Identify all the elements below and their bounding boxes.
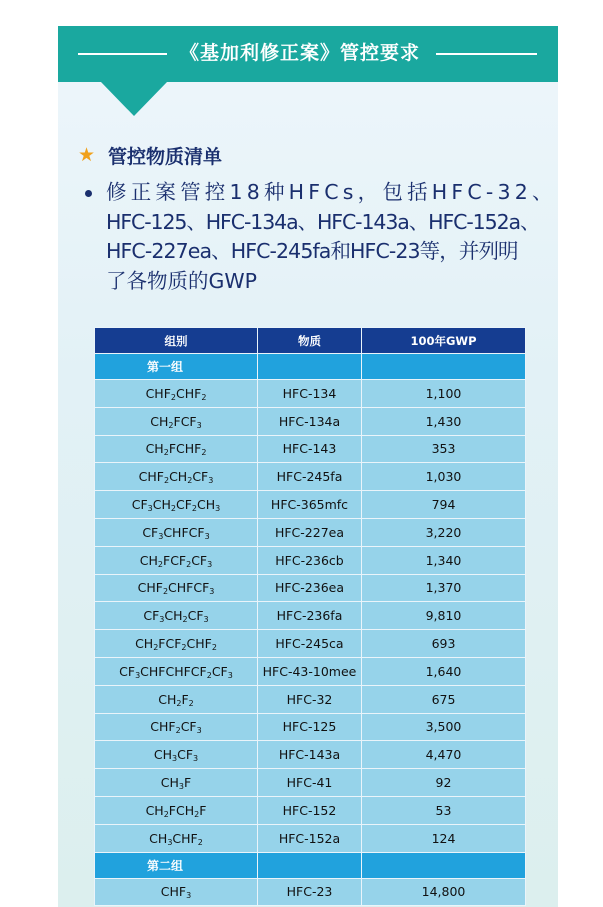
formula-text: CHF bbox=[137, 580, 163, 596]
formula-subscript: 3 bbox=[215, 504, 221, 514]
group-name: 第二组 bbox=[95, 853, 257, 878]
formula-text: FCF bbox=[158, 636, 182, 652]
formula-text: CH bbox=[158, 691, 177, 707]
table-row bbox=[95, 519, 525, 546]
bullet-line: HFC-227ea、HFC-245fa和HFC-23等，并列明 bbox=[106, 239, 518, 263]
formula-subscript: 2 bbox=[191, 504, 198, 514]
bullet-line: 了各物质的GWP bbox=[106, 268, 258, 293]
substance-cell: HFC-236cb bbox=[258, 547, 361, 574]
formula-cell bbox=[95, 825, 257, 852]
formula-subscript: 2 bbox=[170, 392, 176, 402]
formula-text: CF bbox=[187, 608, 204, 624]
group-empty-cell bbox=[362, 354, 525, 379]
formula-subscript: 3 bbox=[227, 670, 233, 680]
formula-subscript: 2 bbox=[201, 392, 207, 402]
formula-text: CH bbox=[139, 552, 158, 568]
formula-subscript: 2 bbox=[168, 420, 174, 430]
formula-cell bbox=[95, 630, 257, 657]
table-header-row bbox=[95, 328, 525, 353]
formula-text: CH bbox=[150, 413, 169, 429]
formula-text: CF bbox=[143, 608, 160, 624]
formula-subscript: 2 bbox=[197, 837, 203, 847]
formula-text: CHF bbox=[150, 719, 176, 735]
formula-subscript: 3 bbox=[186, 891, 192, 901]
formula-subscript: 2 bbox=[163, 476, 170, 486]
table-row bbox=[95, 602, 525, 629]
table-row bbox=[95, 686, 525, 713]
formula-subscript: 2 bbox=[153, 643, 159, 653]
formula-text: CF bbox=[180, 719, 197, 735]
table-row bbox=[95, 879, 525, 906]
formula-cell bbox=[95, 463, 257, 490]
formula-text: CF bbox=[211, 663, 228, 679]
formula-subscript: 2 bbox=[188, 698, 194, 708]
gwp-cell: 1,370 bbox=[362, 575, 525, 602]
formula-text: CF bbox=[191, 552, 208, 568]
bullet-line: 修正案管控18种HFCs，包括HFC-32、 bbox=[106, 180, 557, 204]
gwp-cell: 693 bbox=[362, 630, 525, 657]
formula-cell bbox=[95, 769, 257, 796]
formula-text: CF bbox=[177, 747, 194, 763]
column-header-group: 组别 bbox=[95, 328, 257, 353]
substance-cell: HFC-152 bbox=[258, 797, 361, 824]
formula-text: F bbox=[199, 802, 207, 818]
formula-subscript: 3 bbox=[204, 531, 210, 541]
formula-text: CH bbox=[160, 775, 179, 791]
group-row bbox=[95, 853, 525, 878]
gwp-cell: 92 bbox=[362, 769, 525, 796]
bullet-line: HFC-125、HFC-134a、HFC-143a、HFC-152a、 bbox=[106, 209, 540, 234]
table-row bbox=[95, 463, 525, 490]
group-name: 第一组 bbox=[95, 354, 257, 379]
formula-text: F bbox=[181, 691, 189, 707]
formula-subscript: 3 bbox=[207, 559, 213, 569]
gwp-cell: 14,800 bbox=[362, 879, 525, 906]
formula-subscript: 2 bbox=[211, 643, 217, 653]
formula-text: CH bbox=[164, 608, 183, 624]
substance-cell: HFC-23 bbox=[258, 879, 361, 906]
formula-subscript: 3 bbox=[167, 837, 173, 847]
gwp-cell: 353 bbox=[362, 436, 525, 463]
formula-cell bbox=[95, 741, 257, 768]
gwp-cell: 53 bbox=[362, 797, 525, 824]
formula-text: CF bbox=[119, 663, 136, 679]
formula-subscript: 3 bbox=[135, 670, 141, 680]
formula-text: FCHF bbox=[168, 441, 202, 457]
substance-cell: HFC-245ca bbox=[258, 630, 361, 657]
formula-cell bbox=[95, 491, 257, 518]
formula-subscript: 2 bbox=[186, 559, 192, 569]
formula-subscript: 2 bbox=[182, 615, 188, 625]
formula-text: CH bbox=[152, 497, 171, 513]
table-row bbox=[95, 575, 525, 602]
gwp-cell: 1,340 bbox=[362, 547, 525, 574]
substance-cell: HFC-134 bbox=[258, 380, 361, 407]
table-row bbox=[95, 658, 525, 685]
table-row bbox=[95, 797, 525, 824]
formula-subscript: 3 bbox=[196, 726, 202, 736]
formula-text: FCH bbox=[168, 802, 195, 818]
table-row bbox=[95, 741, 525, 768]
formula-subscript: 2 bbox=[206, 670, 212, 680]
formula-subscript: 3 bbox=[193, 754, 199, 764]
gwp-cell: 794 bbox=[362, 491, 525, 518]
column-header-substance: 物质 bbox=[258, 328, 361, 353]
gwp-table bbox=[94, 327, 526, 906]
formula-subscript: 3 bbox=[172, 754, 178, 764]
formula-subscript: 2 bbox=[176, 698, 182, 708]
formula-cell bbox=[95, 602, 257, 629]
group-empty-cell bbox=[258, 354, 361, 379]
formula-subscript: 2 bbox=[181, 643, 187, 653]
table-row bbox=[95, 630, 525, 657]
formula-cell bbox=[95, 575, 257, 602]
table-row bbox=[95, 408, 525, 435]
table-row bbox=[95, 436, 525, 463]
formula-text: CHF bbox=[138, 469, 164, 485]
formula-text: CF bbox=[176, 497, 192, 513]
gwp-cell: 3,220 bbox=[362, 519, 525, 546]
gwp-cell: 9,810 bbox=[362, 602, 525, 629]
section-title: 管控物质清单 bbox=[108, 145, 223, 168]
gwp-cell: 1,100 bbox=[362, 380, 525, 407]
table-row bbox=[95, 380, 525, 407]
substance-cell: HFC-365mfc bbox=[258, 491, 361, 518]
gwp-cell: 1,640 bbox=[362, 658, 525, 685]
gwp-cell: 4,470 bbox=[362, 741, 525, 768]
formula-text: CH bbox=[149, 830, 168, 846]
substance-cell: HFC-41 bbox=[258, 769, 361, 796]
banner-right-line bbox=[436, 53, 537, 55]
substance-cell: HFC-245fa bbox=[258, 463, 361, 490]
formula-subscript: 2 bbox=[187, 476, 193, 486]
formula-text: CHF bbox=[160, 884, 187, 900]
formula-subscript: 2 bbox=[201, 448, 207, 458]
banner-pointer bbox=[101, 82, 167, 116]
column-header-gwp: 100年GWP bbox=[362, 328, 525, 353]
formula-text: CH bbox=[145, 802, 164, 818]
table-row bbox=[95, 714, 525, 741]
formula-cell bbox=[95, 408, 257, 435]
gwp-cell: 124 bbox=[362, 825, 525, 852]
table-body bbox=[95, 354, 525, 905]
formula-subscript: 3 bbox=[147, 504, 153, 514]
formula-subscript: 3 bbox=[178, 782, 185, 792]
formula-text: FCF bbox=[173, 413, 197, 429]
substance-cell: HFC-32 bbox=[258, 686, 361, 713]
formula-subscript: 2 bbox=[175, 726, 181, 736]
formula-subscript: 3 bbox=[209, 587, 215, 597]
group-empty-cell bbox=[362, 853, 525, 878]
substance-cell: HFC-125 bbox=[258, 714, 361, 741]
bullet-dot-icon bbox=[85, 190, 92, 197]
substance-cell: HFC-236ea bbox=[258, 575, 361, 602]
formula-subscript: 3 bbox=[159, 615, 165, 625]
formula-text: CHF bbox=[172, 830, 198, 846]
formula-text: F bbox=[184, 775, 192, 791]
table-row bbox=[95, 547, 525, 574]
formula-subscript: 3 bbox=[158, 531, 164, 541]
bullet-paragraph bbox=[106, 178, 557, 296]
formula-text: CHF bbox=[145, 385, 171, 401]
formula-subscript: 3 bbox=[203, 615, 209, 625]
formula-text: CF bbox=[131, 497, 148, 513]
formula-cell bbox=[95, 519, 257, 546]
formula-subscript: 2 bbox=[170, 504, 176, 514]
formula-cell bbox=[95, 714, 257, 741]
gwp-cell: 1,030 bbox=[362, 463, 525, 490]
gwp-cell: 675 bbox=[362, 686, 525, 713]
formula-cell bbox=[95, 797, 257, 824]
substance-cell: HFC-236fa bbox=[258, 602, 361, 629]
substance-cell: HFC-43-10mee bbox=[258, 658, 361, 685]
star-icon: ★ bbox=[78, 144, 96, 166]
substance-cell: HFC-143 bbox=[258, 436, 361, 463]
formula-cell bbox=[95, 658, 257, 685]
formula-subscript: 2 bbox=[163, 809, 169, 819]
formula-text: CHF bbox=[186, 636, 212, 652]
formula-text: CH bbox=[135, 636, 154, 652]
formula-subscript: 2 bbox=[157, 559, 163, 569]
formula-subscript: 3 bbox=[208, 476, 214, 486]
formula-text: CF bbox=[192, 469, 209, 485]
formula-cell bbox=[95, 879, 257, 906]
substance-cell: HFC-227ea bbox=[258, 519, 361, 546]
formula-text: CH bbox=[197, 497, 216, 513]
formula-subscript: 2 bbox=[163, 448, 169, 458]
formula-text: CHFCHFCF bbox=[140, 663, 207, 679]
table-row bbox=[95, 825, 525, 852]
formula-cell bbox=[95, 380, 257, 407]
table-row bbox=[95, 769, 525, 796]
formula-text: CH bbox=[145, 441, 164, 457]
formula-cell bbox=[95, 547, 257, 574]
formula-cell bbox=[95, 436, 257, 463]
group-empty-cell bbox=[258, 853, 361, 878]
formula-text: CF bbox=[142, 524, 159, 540]
formula-subscript: 3 bbox=[196, 420, 202, 430]
formula-text: CHFCF bbox=[163, 524, 205, 540]
banner-title: 《基加利修正案》管控要求 bbox=[179, 42, 420, 64]
substance-cell: HFC-143a bbox=[258, 741, 361, 768]
table-row bbox=[95, 491, 525, 518]
group-row bbox=[95, 354, 525, 379]
formula-text: FCF bbox=[163, 552, 187, 568]
formula-text: CH bbox=[153, 747, 173, 763]
formula-text: CHFCF bbox=[168, 580, 210, 596]
gwp-cell: 1,430 bbox=[362, 408, 525, 435]
gwp-cell: 3,500 bbox=[362, 714, 525, 741]
formula-cell bbox=[95, 686, 257, 713]
formula-text: CHF bbox=[176, 385, 202, 401]
formula-subscript: 2 bbox=[194, 809, 200, 819]
formula-subscript: 2 bbox=[162, 587, 169, 597]
section-heading bbox=[78, 142, 222, 168]
substance-cell: HFC-152a bbox=[258, 825, 361, 852]
substance-cell: HFC-134a bbox=[258, 408, 361, 435]
formula-text: CH bbox=[169, 469, 188, 485]
